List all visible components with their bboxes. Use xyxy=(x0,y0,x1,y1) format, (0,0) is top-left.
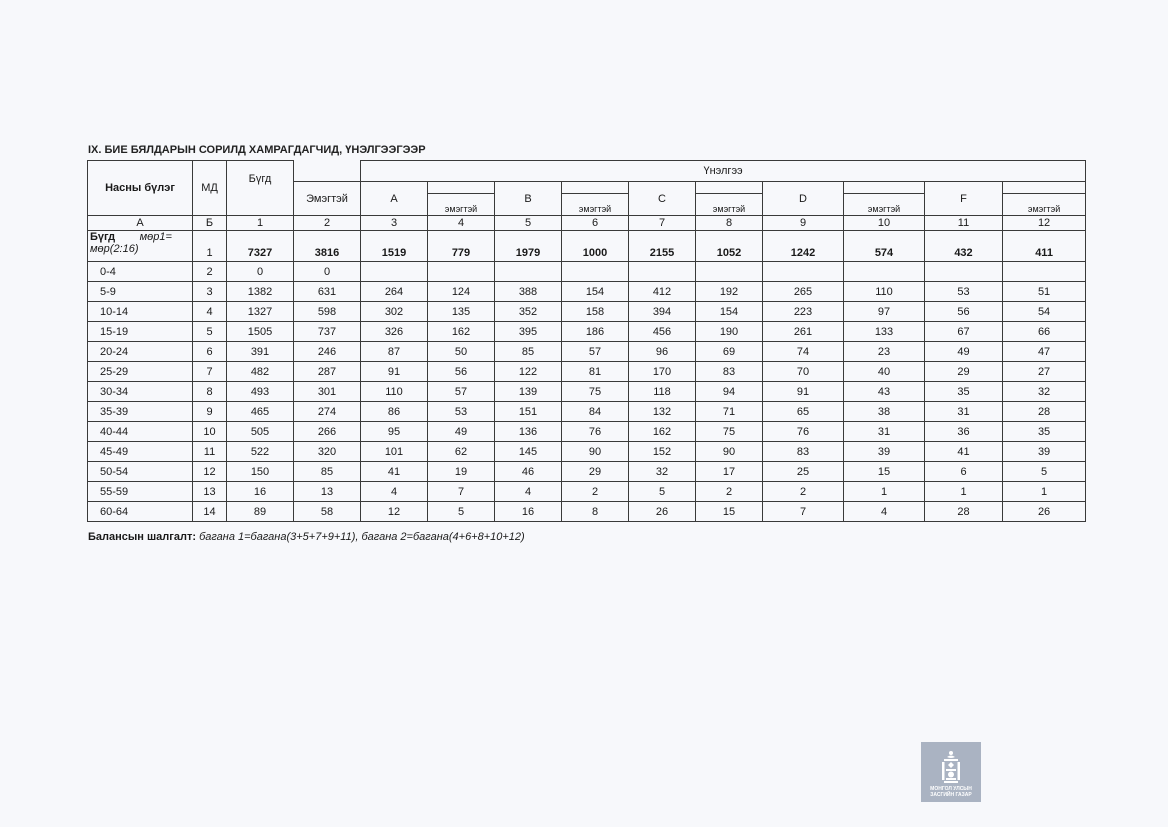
col-code: А xyxy=(88,216,193,231)
table-cell: 2 xyxy=(696,482,763,502)
row-age-group: 35-39 xyxy=(88,402,193,422)
table-cell: 32 xyxy=(1003,382,1086,402)
table-cell: 26 xyxy=(1003,502,1086,522)
total-row xyxy=(88,231,1086,262)
table-cell: 132 xyxy=(629,402,696,422)
table-cell: 66 xyxy=(1003,322,1086,342)
table-cell: 29 xyxy=(925,362,1003,382)
table-cell: 2 xyxy=(763,482,844,502)
row-md: 11 xyxy=(193,442,227,462)
table-cell: 1327 xyxy=(227,302,294,322)
table-row xyxy=(88,462,1086,482)
table-cell: 8 xyxy=(562,502,629,522)
col-code: Б xyxy=(193,216,227,231)
table-cell xyxy=(1003,262,1086,282)
table-cell: 70 xyxy=(763,362,844,382)
col-code: 5 xyxy=(495,216,562,231)
table-cell: 302 xyxy=(361,302,428,322)
row-md: 13 xyxy=(193,482,227,502)
table-cell: 65 xyxy=(763,402,844,422)
table-cell: 0 xyxy=(227,262,294,282)
row-age-group: 40-44 xyxy=(88,422,193,442)
table-cell: 58 xyxy=(294,502,361,522)
table-cell: 39 xyxy=(844,442,925,462)
table-cell: 56 xyxy=(925,302,1003,322)
table-cell: 261 xyxy=(763,322,844,342)
table-cell: 31 xyxy=(844,422,925,442)
row-age-group: 25-29 xyxy=(88,362,193,382)
table-cell: 265 xyxy=(763,282,844,302)
table-cell: 162 xyxy=(428,322,495,342)
table-cell: 69 xyxy=(696,342,763,362)
header-total: Бүгд xyxy=(227,161,294,216)
table-row xyxy=(88,322,1086,342)
table-cell: 264 xyxy=(361,282,428,302)
table-cell: 101 xyxy=(361,442,428,462)
table-cell: 19 xyxy=(428,462,495,482)
table-cell: 352 xyxy=(495,302,562,322)
total-cell: 1052 xyxy=(696,231,763,262)
table-row xyxy=(88,442,1086,462)
header-grade-a-female: эмэгтэй xyxy=(428,194,495,216)
soyombo-emblem-icon xyxy=(939,750,963,784)
table-cell: 49 xyxy=(925,342,1003,362)
table-cell: 139 xyxy=(495,382,562,402)
total-row-label: Бүгд мөр1= мөр(2:16) xyxy=(88,231,193,262)
balance-check-note xyxy=(88,531,525,543)
table-cell: 74 xyxy=(763,342,844,362)
table-cell: 4 xyxy=(495,482,562,502)
table-cell: 150 xyxy=(227,462,294,482)
table-cell: 4 xyxy=(361,482,428,502)
table-cell: 118 xyxy=(629,382,696,402)
total-cell: 432 xyxy=(925,231,1003,262)
table-cell: 16 xyxy=(227,482,294,502)
table-cell: 85 xyxy=(294,462,361,482)
row-age-group: 50-54 xyxy=(88,462,193,482)
row-md: 7 xyxy=(193,362,227,382)
table-cell: 110 xyxy=(844,282,925,302)
table-cell: 31 xyxy=(925,402,1003,422)
table-cell: 35 xyxy=(925,382,1003,402)
table-cell: 1 xyxy=(925,482,1003,502)
table-cell: 1505 xyxy=(227,322,294,342)
table-row xyxy=(88,502,1086,522)
table-cell: 57 xyxy=(562,342,629,362)
column-code-row xyxy=(88,216,1086,231)
header-grade-d-female: эмэгтэй xyxy=(844,194,925,216)
table-cell: 81 xyxy=(562,362,629,382)
table-cell: 91 xyxy=(763,382,844,402)
table-cell: 5 xyxy=(629,482,696,502)
table-cell: 223 xyxy=(763,302,844,322)
table-cell: 7 xyxy=(428,482,495,502)
row-md: 6 xyxy=(193,342,227,362)
table-cell: 482 xyxy=(227,362,294,382)
table-cell: 7 xyxy=(763,502,844,522)
total-cell: 411 xyxy=(1003,231,1086,262)
table-cell: 51 xyxy=(1003,282,1086,302)
balance-check-label: Балансын шалгалт: xyxy=(88,531,196,543)
header-grade-f: F xyxy=(925,182,1003,216)
total-cell: 1242 xyxy=(763,231,844,262)
table-cell: 395 xyxy=(495,322,562,342)
table-cell: 158 xyxy=(562,302,629,322)
header-grade-c: C xyxy=(629,182,696,216)
table-cell: 75 xyxy=(696,422,763,442)
table-cell: 49 xyxy=(428,422,495,442)
table-cell: 32 xyxy=(629,462,696,482)
row-md: 9 xyxy=(193,402,227,422)
table-cell: 46 xyxy=(495,462,562,482)
total-row-md: 1 xyxy=(193,231,227,262)
table-cell: 0 xyxy=(294,262,361,282)
table-cell: 83 xyxy=(696,362,763,382)
table-cell: 97 xyxy=(844,302,925,322)
table-cell xyxy=(495,262,562,282)
total-cell: 779 xyxy=(428,231,495,262)
table-cell: 412 xyxy=(629,282,696,302)
table-cell: 162 xyxy=(629,422,696,442)
table-cell: 41 xyxy=(361,462,428,482)
table-cell: 43 xyxy=(844,382,925,402)
table-cell: 94 xyxy=(696,382,763,402)
table-cell: 89 xyxy=(227,502,294,522)
header-grade-d: D xyxy=(763,182,844,216)
table-cell: 47 xyxy=(1003,342,1086,362)
table-cell: 1382 xyxy=(227,282,294,302)
table-cell: 28 xyxy=(1003,402,1086,422)
total-cell: 2155 xyxy=(629,231,696,262)
table-cell: 16 xyxy=(495,502,562,522)
table-cell: 27 xyxy=(1003,362,1086,382)
row-md: 5 xyxy=(193,322,227,342)
header-grade-f-female: эмэгтэй xyxy=(1003,194,1086,216)
table-cell xyxy=(844,262,925,282)
table-cell: 56 xyxy=(428,362,495,382)
table-cell: 62 xyxy=(428,442,495,462)
table-cell: 67 xyxy=(925,322,1003,342)
table-cell: 135 xyxy=(428,302,495,322)
col-code: 6 xyxy=(562,216,629,231)
table-cell: 493 xyxy=(227,382,294,402)
table-cell: 23 xyxy=(844,342,925,362)
table-cell: 13 xyxy=(294,482,361,502)
table-cell: 190 xyxy=(696,322,763,342)
table-cell: 266 xyxy=(294,422,361,442)
table-row xyxy=(88,422,1086,442)
header-grade-c-female: эмэгтэй xyxy=(696,194,763,216)
header-age-group: Насны бүлэг xyxy=(88,161,193,216)
table-cell: 84 xyxy=(562,402,629,422)
table-cell: 76 xyxy=(562,422,629,442)
table-cell xyxy=(763,262,844,282)
table-cell: 50 xyxy=(428,342,495,362)
row-md: 4 xyxy=(193,302,227,322)
row-md: 10 xyxy=(193,422,227,442)
table-cell: 2 xyxy=(562,482,629,502)
table-cell: 86 xyxy=(361,402,428,422)
header-grade-a: A xyxy=(361,182,428,216)
row-age-group: 15-19 xyxy=(88,322,193,342)
table-cell: 41 xyxy=(925,442,1003,462)
table-cell: 76 xyxy=(763,422,844,442)
table-cell: 91 xyxy=(361,362,428,382)
table-cell: 25 xyxy=(763,462,844,482)
table-cell: 75 xyxy=(562,382,629,402)
table-cell: 53 xyxy=(925,282,1003,302)
table-cell: 326 xyxy=(361,322,428,342)
col-code: 2 xyxy=(294,216,361,231)
table-cell: 12 xyxy=(361,502,428,522)
table-row xyxy=(88,342,1086,362)
table-cell: 57 xyxy=(428,382,495,402)
table-cell: 1 xyxy=(844,482,925,502)
table-cell xyxy=(696,262,763,282)
col-code: 7 xyxy=(629,216,696,231)
table-cell: 54 xyxy=(1003,302,1086,322)
page-title: IX. БИЕ БЯЛДАРЫН СОРИЛД ХАМРАГДАГЧИД, ҮНЭЛГЭЭГЭЭР xyxy=(88,144,426,156)
table-cell: 388 xyxy=(495,282,562,302)
table-cell: 96 xyxy=(629,342,696,362)
table-cell: 301 xyxy=(294,382,361,402)
table-cell: 40 xyxy=(844,362,925,382)
table-cell: 35 xyxy=(1003,422,1086,442)
row-age-group: 45-49 xyxy=(88,442,193,462)
table-cell: 4 xyxy=(844,502,925,522)
table-cell: 136 xyxy=(495,422,562,442)
table-cell: 170 xyxy=(629,362,696,382)
table-row xyxy=(88,302,1086,322)
table-cell: 71 xyxy=(696,402,763,422)
table-cell: 17 xyxy=(696,462,763,482)
table-cell: 6 xyxy=(925,462,1003,482)
row-age-group: 30-34 xyxy=(88,382,193,402)
table-cell: 53 xyxy=(428,402,495,422)
header-grade-b: B xyxy=(495,182,562,216)
table-cell: 465 xyxy=(227,402,294,422)
table-cell: 90 xyxy=(562,442,629,462)
total-cell: 574 xyxy=(844,231,925,262)
table-cell: 15 xyxy=(844,462,925,482)
table-cell: 39 xyxy=(1003,442,1086,462)
table-cell: 87 xyxy=(361,342,428,362)
table-cell: 36 xyxy=(925,422,1003,442)
table-cell: 90 xyxy=(696,442,763,462)
col-code: 10 xyxy=(844,216,925,231)
government-logo xyxy=(921,742,981,802)
col-code: 9 xyxy=(763,216,844,231)
table-row xyxy=(88,282,1086,302)
col-code: 4 xyxy=(428,216,495,231)
header-md: МД xyxy=(193,161,227,216)
total-cell: 3816 xyxy=(294,231,361,262)
row-age-group: 5-9 xyxy=(88,282,193,302)
table-cell: 110 xyxy=(361,382,428,402)
table-cell: 394 xyxy=(629,302,696,322)
table-cell: 192 xyxy=(696,282,763,302)
header-assessment: Үнэлгээ xyxy=(361,161,1086,182)
row-md: 8 xyxy=(193,382,227,402)
row-age-group: 0-4 xyxy=(88,262,193,282)
table-cell: 122 xyxy=(495,362,562,382)
table-cell xyxy=(629,262,696,282)
table-cell: 124 xyxy=(428,282,495,302)
col-code: 8 xyxy=(696,216,763,231)
table-cell xyxy=(428,262,495,282)
table-row xyxy=(88,482,1086,502)
table-cell xyxy=(925,262,1003,282)
header-female: Эмэгтэй xyxy=(294,182,361,216)
table-cell: 95 xyxy=(361,422,428,442)
table-cell: 274 xyxy=(294,402,361,422)
table-cell: 133 xyxy=(844,322,925,342)
row-md: 2 xyxy=(193,262,227,282)
table-row xyxy=(88,362,1086,382)
table-cell: 320 xyxy=(294,442,361,462)
col-code: 12 xyxy=(1003,216,1086,231)
table-cell: 631 xyxy=(294,282,361,302)
table-row xyxy=(88,382,1086,402)
table-cell: 85 xyxy=(495,342,562,362)
total-cell: 1519 xyxy=(361,231,428,262)
table-cell xyxy=(361,262,428,282)
table-cell: 152 xyxy=(629,442,696,462)
total-cell: 1979 xyxy=(495,231,562,262)
table-cell: 28 xyxy=(925,502,1003,522)
col-code: 1 xyxy=(227,216,294,231)
table-cell: 26 xyxy=(629,502,696,522)
table-cell: 598 xyxy=(294,302,361,322)
row-age-group: 55-59 xyxy=(88,482,193,502)
table-cell: 151 xyxy=(495,402,562,422)
table-cell: 246 xyxy=(294,342,361,362)
table-cell: 186 xyxy=(562,322,629,342)
table-cell: 391 xyxy=(227,342,294,362)
table-cell: 737 xyxy=(294,322,361,342)
row-md: 12 xyxy=(193,462,227,482)
table-row xyxy=(88,402,1086,422)
total-cell: 7327 xyxy=(227,231,294,262)
table-cell: 522 xyxy=(227,442,294,462)
logo-caption: МОНГОЛ УЛСЫН ЗАСГИЙН ГАЗАР xyxy=(930,786,972,798)
table-cell: 5 xyxy=(1003,462,1086,482)
table-cell: 29 xyxy=(562,462,629,482)
col-code: 11 xyxy=(925,216,1003,231)
table-cell: 154 xyxy=(562,282,629,302)
table-row xyxy=(88,262,1086,282)
table-cell: 456 xyxy=(629,322,696,342)
row-age-group: 60-64 xyxy=(88,502,193,522)
table-cell: 38 xyxy=(844,402,925,422)
total-cell: 1000 xyxy=(562,231,629,262)
table-cell: 15 xyxy=(696,502,763,522)
row-age-group: 10-14 xyxy=(88,302,193,322)
balance-check-text: багана 1=багана(3+5+7+9+11), багана 2=багана(4+6+8+10+12) xyxy=(199,531,525,543)
row-md: 14 xyxy=(193,502,227,522)
table-cell: 1 xyxy=(1003,482,1086,502)
header-grade-b-female: эмэгтэй xyxy=(562,194,629,216)
table-cell xyxy=(562,262,629,282)
table-cell: 83 xyxy=(763,442,844,462)
col-code: 3 xyxy=(361,216,428,231)
table-cell: 5 xyxy=(428,502,495,522)
table-cell: 145 xyxy=(495,442,562,462)
table-cell: 505 xyxy=(227,422,294,442)
table-cell: 154 xyxy=(696,302,763,322)
row-age-group: 20-24 xyxy=(88,342,193,362)
row-md: 3 xyxy=(193,282,227,302)
assessment-table xyxy=(87,160,1086,522)
table-cell: 287 xyxy=(294,362,361,382)
